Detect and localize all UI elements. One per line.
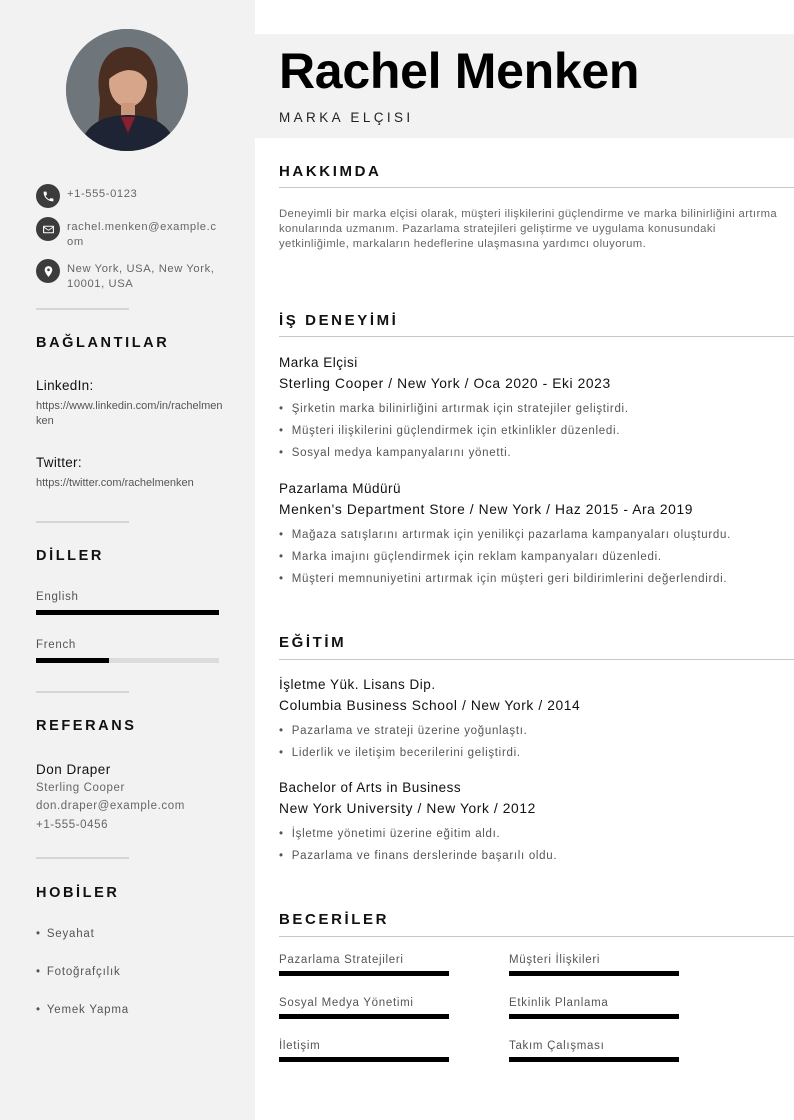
section-rule (279, 936, 794, 937)
school-info: New York University / New York / 2012 (279, 801, 536, 816)
links-heading: BAĞLANTILAR (36, 335, 170, 351)
language-bar-fill (36, 658, 109, 663)
divider (36, 691, 129, 693)
job-bullet: • Sosyal medya kampanyalarını yönetti. (279, 447, 511, 459)
avatar (66, 29, 188, 151)
section-rule (279, 659, 794, 660)
education-bullet: • Pazarlama ve finans derslerinde başarılı oldu. (279, 850, 557, 862)
contact-list (36, 184, 226, 301)
skill-item (509, 997, 679, 1019)
section-rule (279, 336, 794, 337)
divider (36, 857, 129, 859)
skill-bar (509, 971, 679, 976)
job-title: Marka Elçisi (279, 355, 358, 370)
skill-bar (509, 1014, 679, 1019)
language-bar (36, 658, 219, 663)
experience-heading: İŞ DENEYİMİ (279, 312, 399, 329)
reference-phone[interactable]: +1-555-0456 (36, 819, 109, 831)
twitter-label: Twitter: (36, 455, 82, 470)
languages-heading: DİLLER (36, 548, 104, 564)
education-heading: EĞİTİM (279, 634, 347, 651)
phone-icon (36, 184, 60, 208)
skill-name: Pazarlama Stratejileri (279, 954, 404, 966)
job-bullet: • Marka imajını güçlendirmek için reklam kampanyaları düzenledi. (279, 551, 662, 563)
job-role: MARKA ELÇISI (279, 110, 414, 125)
twitter-link[interactable]: https://twitter.com/rachelmenken (36, 477, 194, 489)
degree-title: İşletme Yük. Lisans Dip. (279, 677, 436, 692)
degree-title: Bachelor of Arts in Business (279, 780, 462, 795)
school-info: Columbia Business School / New York / 2014 (279, 698, 581, 713)
education-bullet: • Pazarlama ve strateji üzerine yoğunlaştı. (279, 725, 528, 737)
linkedin-label: LinkedIn: (36, 378, 94, 393)
job-bullet: • Müşteri ilişkilerini güçlendirmek için etkinlikler düzenledi. (279, 425, 620, 437)
job-bullet: • Müşteri memnuniyetini artırmak için müşteri geri bildirimlerini değerlendirdi. (279, 573, 727, 585)
skill-item (279, 997, 449, 1019)
location-icon (36, 259, 60, 283)
language-name: English (36, 591, 79, 603)
linkedin-link[interactable]: https://www.linkedin.com/in/rachelmenken (36, 400, 223, 427)
skill-name: Müşteri İlişkileri (509, 954, 601, 966)
education-bullet: • İşletme yönetimi üzerine eğitim aldı. (279, 828, 500, 840)
hobby-item: • Fotoğrafçılık (36, 966, 121, 978)
about-text: Deneyimli bir marka elçisi olarak, müşteri ilişkilerini güçlendirme ve marka bilinirliğini artırma konularında uzmanım. Pazarlama stratejileri geliştirme ve uygulama konusundaki yetkinliğimle, markaların hedeflerine ulaşmasına yardımcı oluyorum. (279, 208, 778, 250)
skill-name: Sosyal Medya Yönetimi (279, 997, 414, 1009)
reference-name: Don Draper (36, 762, 111, 777)
email-icon (36, 217, 60, 241)
phone-number[interactable]: +1-555-0123 (67, 188, 138, 200)
skill-bar (279, 1014, 449, 1019)
divider (36, 521, 129, 523)
contact-email (36, 217, 226, 250)
skill-item (279, 1040, 449, 1062)
skill-bar (509, 1057, 679, 1062)
reference-heading: REFERANS (36, 718, 137, 734)
person-name: Rachel Menken (279, 43, 640, 99)
contact-phone (36, 184, 226, 208)
language-bar (36, 610, 219, 615)
hobby-item: • Seyahat (36, 928, 95, 940)
contact-address (36, 259, 226, 292)
email-address[interactable]: rachel.menken@example.com (67, 221, 217, 248)
skill-name: İletişim (279, 1040, 321, 1052)
skills-heading: BECERİLER (279, 911, 390, 928)
skill-bar (279, 1057, 449, 1062)
section-rule (279, 187, 794, 188)
job-bullet: • Mağaza satışlarını artırmak için yenilikçi pazarlama kampanyaları oluşturdu. (279, 529, 731, 541)
job-title: Pazarlama Müdürü (279, 481, 402, 496)
divider (36, 308, 129, 310)
job-bullet: • Şirketin marka bilinirliğini artırmak için stratejiler geliştirdi. (279, 403, 629, 415)
postal-address: New York, USA, New York, 10001, USA (67, 263, 215, 290)
skill-bar (279, 971, 449, 976)
reference-email[interactable]: don.draper@example.com (36, 800, 185, 812)
about-heading: HAKKIMDA (279, 163, 382, 180)
skill-item (509, 1040, 679, 1062)
language-name: French (36, 639, 76, 651)
skill-item (279, 954, 449, 976)
skill-name: Takım Çalışması (509, 1040, 605, 1052)
hobby-item: • Yemek Yapma (36, 1004, 129, 1016)
job-org: Sterling Cooper / New York / Oca 2020 - Eki 2023 (279, 376, 611, 391)
education-bullet: • Liderlik ve iletişim becerilerini geliştirdi. (279, 747, 521, 759)
job-org: Menken's Department Store / New York / Haz 2015 - Ara 2019 (279, 502, 693, 517)
language-bar-fill (36, 610, 219, 615)
reference-company: Sterling Cooper (36, 782, 125, 794)
hobbies-heading: HOBİLER (36, 885, 120, 901)
skill-name: Etkinlik Planlama (509, 997, 609, 1009)
skill-item (509, 954, 679, 976)
